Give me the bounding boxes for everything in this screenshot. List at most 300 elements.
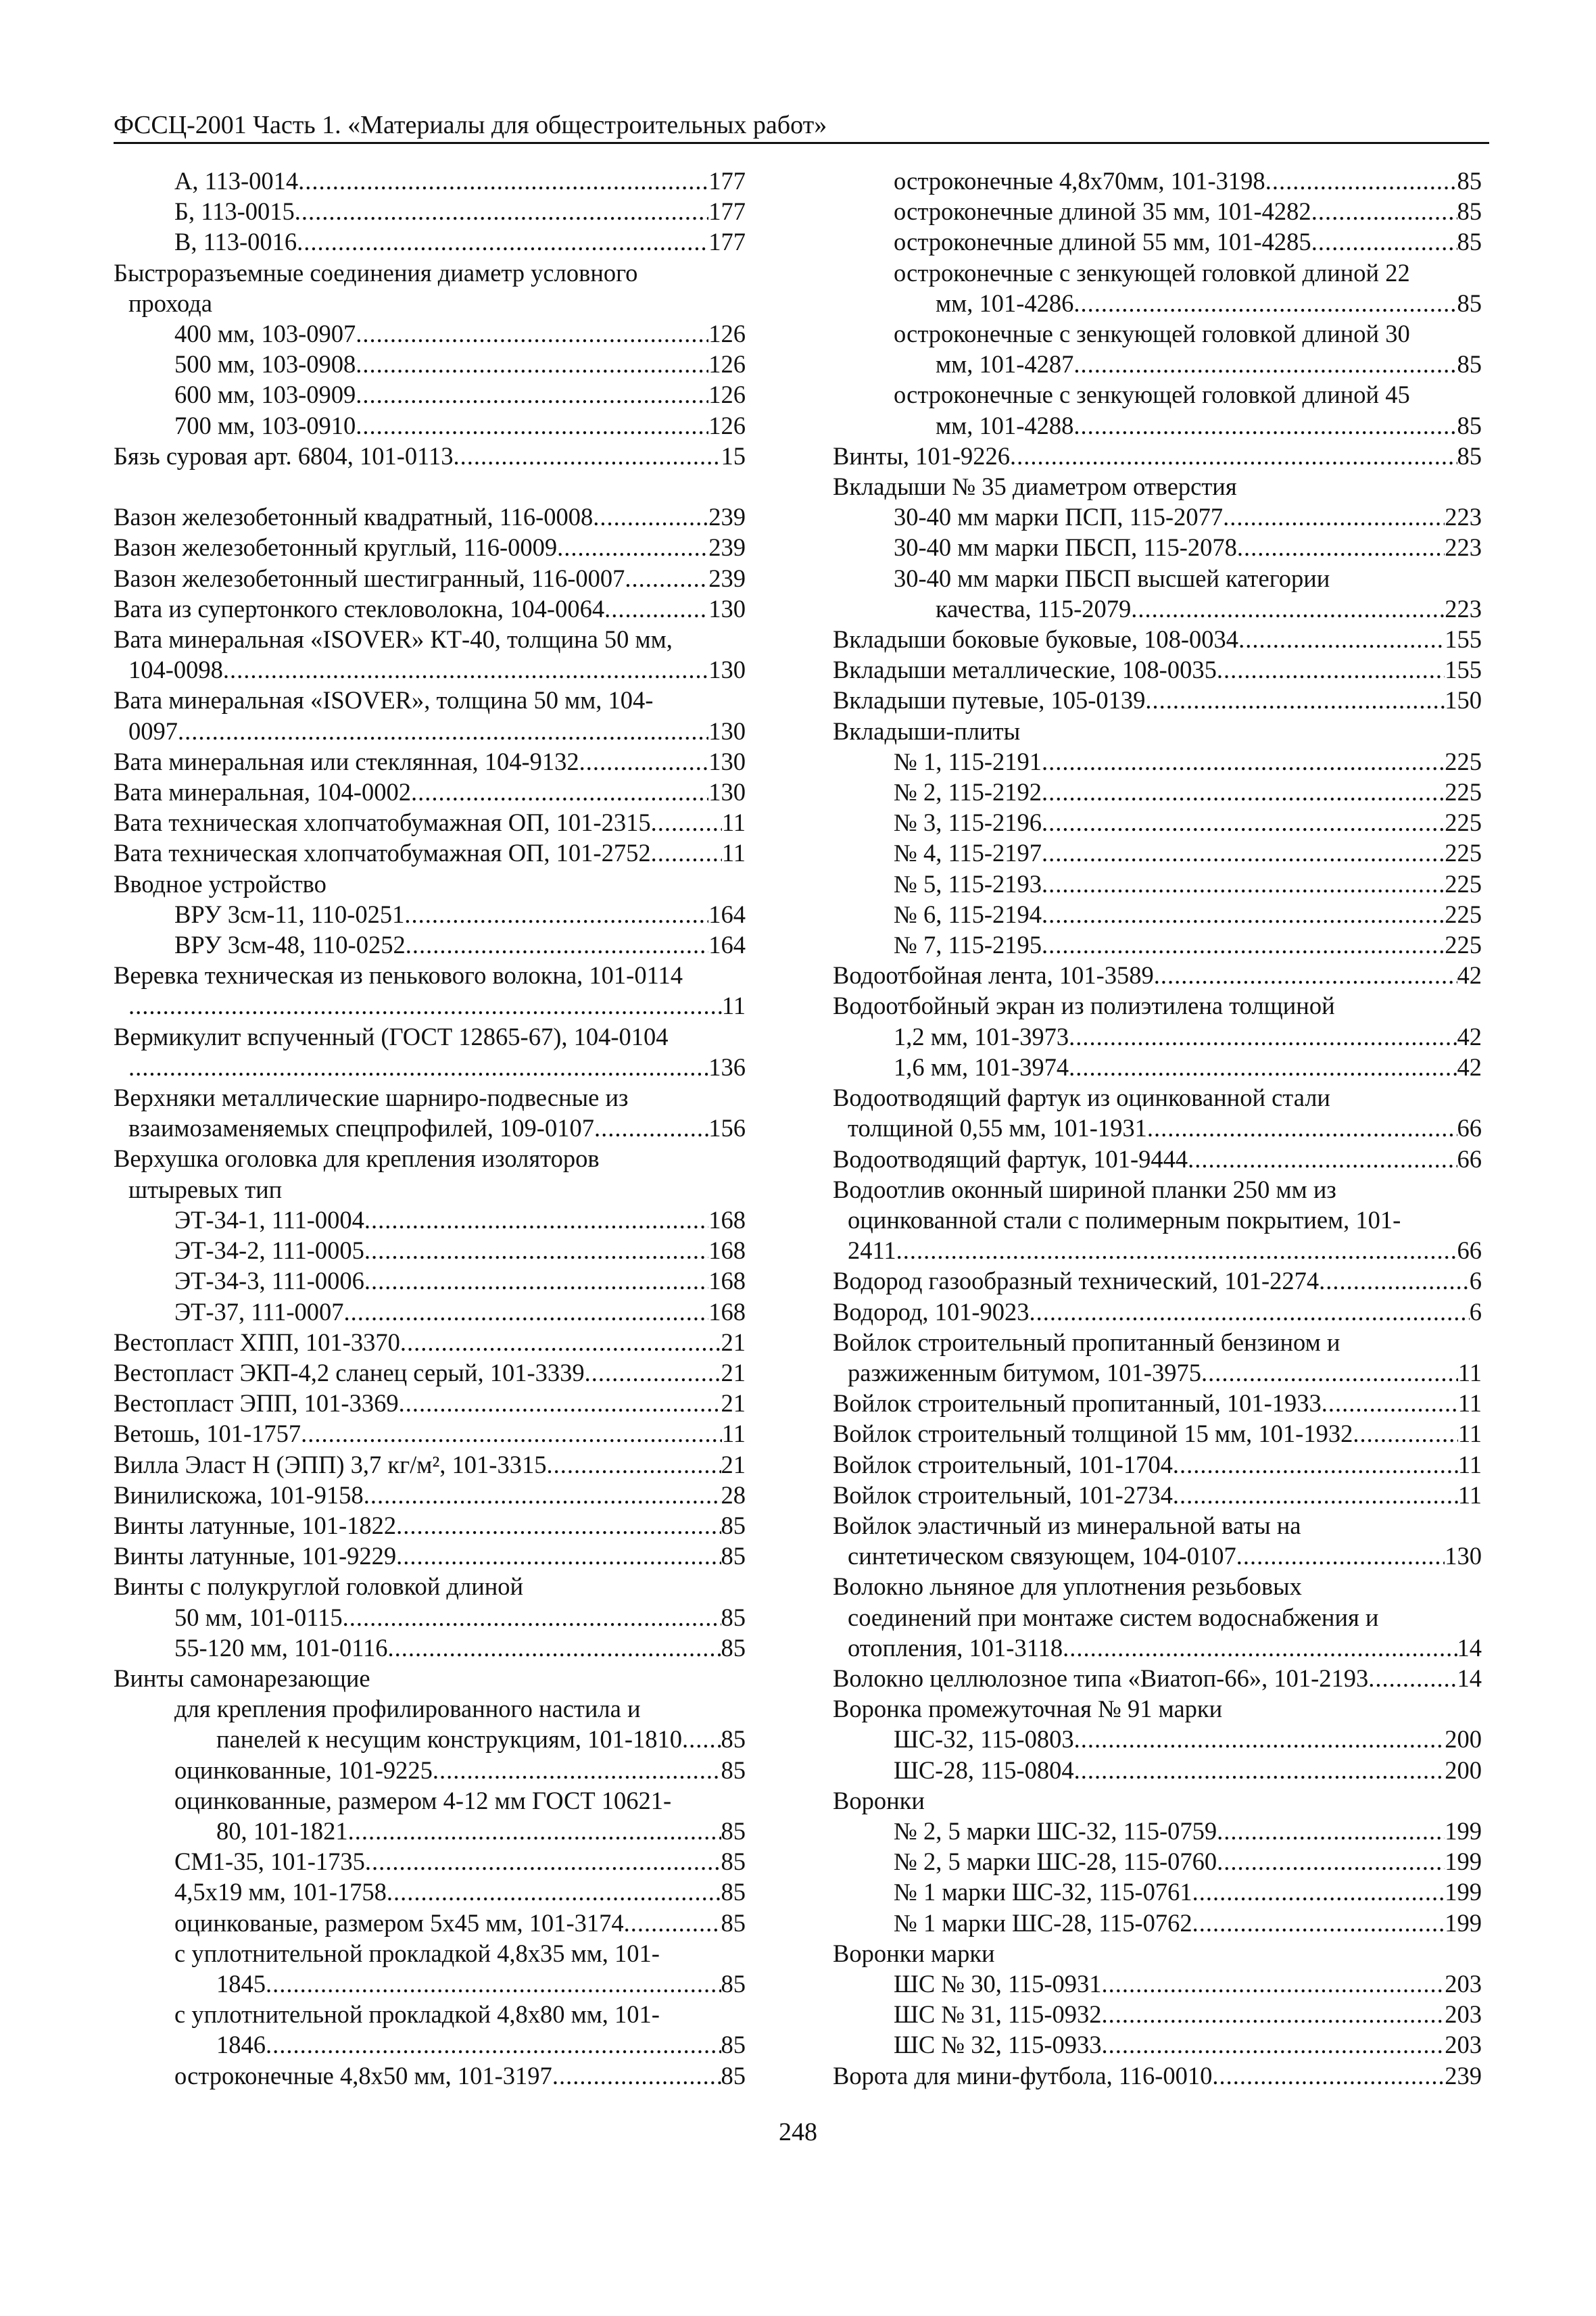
entry-text: Вата из супертонкого стекловолокна, 104-0064 <box>114 594 605 623</box>
entry-text: взаимозаменяемых спецпрофилей, 109-0107 <box>128 1114 594 1142</box>
entry-text: Вата минеральная «ISOVER» КТ-40, толщина 50 мм, <box>114 625 673 654</box>
index-entry <box>833 1082 1482 1143</box>
dot-leader <box>364 1265 708 1296</box>
page-ref: 177 <box>708 167 746 195</box>
dot-leader <box>1063 1633 1457 1663</box>
entry-text: 600 мм, 103-0909 <box>174 381 356 409</box>
page-ref: 11 <box>1457 1480 1482 1509</box>
dot-leader <box>651 807 722 838</box>
entry-text: Винты с полукруглой головкой длиной <box>114 1572 524 1601</box>
page-ref: 130 <box>708 717 746 745</box>
dot-leader <box>364 1235 708 1265</box>
index-entry <box>833 1297 1482 1327</box>
entry-text: Волокно целлюлозное типа «Виатоп-66», 101-2193 <box>833 1664 1369 1692</box>
entry-text: Водоотводящий фартук из оцинкованной стали <box>833 1084 1330 1112</box>
dot-leader <box>682 1724 721 1754</box>
dot-leader <box>356 318 708 349</box>
dot-leader <box>1042 807 1445 838</box>
dot-leader <box>128 990 722 1021</box>
entry-text: синтетическом связующем, 104-0107 <box>848 1542 1236 1570</box>
dot-leader <box>651 838 722 868</box>
page-ref: 225 <box>1445 809 1482 837</box>
page-ref: 85 <box>721 1908 746 1937</box>
page-ref: 199 <box>1445 1848 1482 1876</box>
entry-text: остроконечные с зенкующей головкой длиной 45 <box>894 381 1410 409</box>
index-entry <box>833 1969 1482 1999</box>
dot-leader <box>266 2029 721 2060</box>
dot-leader <box>1217 654 1445 685</box>
index-entry <box>114 899 746 930</box>
index-entry <box>833 1052 1482 1082</box>
dot-leader <box>344 1297 709 1327</box>
dot-leader <box>1069 1021 1457 1052</box>
entry-text: Винты, 101-9226 <box>833 441 1011 470</box>
dot-leader <box>1073 349 1457 379</box>
entry-text: Водород газообразный технический, 101-2274 <box>833 1267 1320 1295</box>
page-ref: 225 <box>1445 747 1482 775</box>
index-entry <box>833 1724 1482 1754</box>
dot-leader <box>1042 899 1445 930</box>
entry-text: 0097 <box>128 717 178 745</box>
index-entry <box>114 318 746 349</box>
entry-text: 30-40 мм марки ПБСП высшей категории <box>894 564 1330 592</box>
page-ref: 130 <box>1445 1542 1482 1570</box>
page-ref: 42 <box>1457 1022 1482 1051</box>
dot-leader <box>365 1846 721 1877</box>
page-ref: 85 <box>721 1756 746 1784</box>
dot-leader <box>348 1816 721 1846</box>
entry-text: ШС № 31, 115-0932 <box>894 2000 1102 2029</box>
dot-leader <box>223 654 708 685</box>
dot-leader <box>557 532 708 562</box>
dot-leader <box>1201 1357 1458 1388</box>
entry-text: отопления, 101-3118 <box>848 1633 1063 1662</box>
index-entry <box>114 226 746 257</box>
index-entry <box>114 532 746 562</box>
index-entry <box>833 1663 1482 1693</box>
index-entry <box>833 258 1482 318</box>
index-entry <box>114 349 746 379</box>
page-ref: 85 <box>721 1633 746 1662</box>
entry-text: Вата техническая хлопчатобумажная ОП, 101-2315 <box>114 809 651 837</box>
page-ref: 28 <box>721 1480 746 1509</box>
dot-leader <box>400 1327 721 1357</box>
page-ref: 199 <box>1445 1908 1482 1937</box>
entry-text: Вестопласт ХПП, 101-3370 <box>114 1328 400 1356</box>
page-ref: 15 <box>721 441 746 470</box>
dot-leader <box>1042 746 1445 777</box>
dot-leader <box>1073 288 1457 318</box>
page-ref: 11 <box>1457 1420 1482 1448</box>
index-entry <box>833 318 1482 379</box>
index-entry <box>833 1265 1482 1296</box>
dot-leader <box>297 226 708 257</box>
index-entry <box>833 1877 1482 1907</box>
index-entry <box>114 1265 746 1296</box>
index-entry <box>114 1143 746 1204</box>
entry-text: Вата минеральная «ISOVER», толщина 50 мм, 104- <box>114 686 654 715</box>
entry-text: 80, 101-1821 <box>216 1816 348 1845</box>
index-entry <box>114 2060 746 2091</box>
dot-leader <box>406 930 709 960</box>
index-entry <box>114 746 746 777</box>
index-entry <box>833 716 1482 746</box>
dot-leader <box>295 196 708 226</box>
page-ref: 85 <box>1457 197 1482 226</box>
index-entry <box>114 1602 746 1633</box>
entry-text: остроконечные с зенкующей головкой длиной 30 <box>894 320 1410 348</box>
page-ref: 203 <box>1445 1969 1482 1998</box>
index-entry <box>114 379 746 410</box>
index-entry <box>833 838 1482 868</box>
index-entry <box>833 899 1482 930</box>
page-ref: 150 <box>1445 686 1482 715</box>
entry-text: 500 мм, 103-0908 <box>174 350 356 379</box>
page-ref: 21 <box>721 1450 746 1478</box>
page-ref: 14 <box>1457 1664 1482 1692</box>
index-entry <box>114 196 746 226</box>
page-ref: 42 <box>1457 961 1482 990</box>
index-entry <box>833 1449 1482 1480</box>
index-entry <box>114 563 746 594</box>
entry-text: Винты латунные, 101-1822 <box>114 1511 397 1539</box>
running-header: ФССЦ-2001 Часть 1. «Материалы для общестроительных работ» <box>114 111 827 139</box>
entry-text: Вата минеральная, 104-0002 <box>114 778 411 806</box>
entry-text: остроконечные 4,8х70мм, 101-3198 <box>894 167 1265 195</box>
index-entry <box>114 1877 746 1907</box>
entry-text: Воронки марки <box>833 1939 995 1967</box>
index-entry <box>114 1571 746 1601</box>
entry-text: № 1, 115-2191 <box>894 747 1042 775</box>
index-entry <box>114 1755 746 1785</box>
index-entry <box>833 930 1482 960</box>
dot-leader <box>356 410 708 441</box>
index-entry <box>114 502 746 532</box>
dot-leader <box>593 502 708 532</box>
dot-leader <box>1236 1541 1445 1571</box>
page-ref: 66 <box>1457 1236 1482 1265</box>
dot-leader <box>585 1357 721 1388</box>
index-entry <box>833 807 1482 838</box>
entry-text: Водоотводящий фартук, 101-9444 <box>833 1144 1188 1173</box>
index-entry <box>114 1938 746 1999</box>
page-number: 248 <box>779 2118 817 2146</box>
index-entry <box>833 1785 1482 1816</box>
entry-text: Вводное устройство <box>114 869 327 898</box>
page-ref: 42 <box>1457 1053 1482 1081</box>
page-ref: 126 <box>708 411 746 439</box>
page-ref: 85 <box>721 1511 746 1539</box>
entry-text: 400 мм, 103-0907 <box>174 320 356 348</box>
page-ref: 6 <box>1469 1267 1482 1295</box>
entry-text: 2411 <box>848 1236 896 1265</box>
index-entry <box>833 1693 1482 1724</box>
dot-leader <box>396 1510 721 1541</box>
index-entry <box>833 1755 1482 1785</box>
dot-leader <box>1074 1724 1445 1754</box>
index-entry <box>833 1418 1482 1449</box>
entry-text: Винилискожа, 101-9158 <box>114 1480 364 1509</box>
dot-leader <box>1319 1265 1470 1296</box>
dot-leader <box>1074 1755 1445 1785</box>
dot-leader <box>411 777 708 807</box>
index-entry <box>833 1999 1482 2029</box>
dot-leader <box>1311 226 1457 257</box>
dot-leader <box>1030 1297 1470 1327</box>
entry-text: с уплотнительной прокладкой 4,8х35 мм, 101- <box>174 1939 660 1967</box>
page-ref: 14 <box>1457 1633 1482 1662</box>
entry-text: № 2, 115-2192 <box>894 778 1042 806</box>
dot-leader <box>1353 1418 1458 1449</box>
entry-text: ШС № 32, 115-0933 <box>894 2031 1102 2059</box>
page-ref: 85 <box>721 2031 746 2059</box>
dot-leader <box>1042 838 1445 868</box>
index-entry <box>833 471 1482 502</box>
entry-text: 55-120 мм, 101-0116 <box>174 1633 388 1662</box>
page-ref: 136 <box>708 1053 746 1081</box>
entry-text: Вермикулит вспученный (ГОСТ 12865-67), 104-0104 <box>114 1022 669 1051</box>
entry-text: оцинкованные, 101-9225 <box>174 1756 433 1784</box>
dot-leader <box>364 1205 708 1235</box>
entry-text: Водоотбойная лента, 101-3589 <box>833 961 1154 990</box>
page-ref: 130 <box>708 594 746 623</box>
page-ref: 239 <box>708 564 746 592</box>
dot-leader <box>1069 1052 1457 1082</box>
page-ref: 85 <box>721 1816 746 1845</box>
index-entry <box>114 624 746 685</box>
index-entry <box>114 1418 746 1449</box>
entry-text: мм, 101-4288 <box>936 411 1074 439</box>
dot-leader <box>1173 1480 1458 1510</box>
index-entry <box>114 1327 746 1357</box>
entry-text: ВРУ 3см-11, 110-0251 <box>174 900 405 928</box>
dot-leader <box>1145 685 1445 715</box>
entry-text: остроконечные длиной 55 мм, 101-4285 <box>894 228 1311 256</box>
entry-text: Войлок строительный толщиной 15 мм, 101-1932 <box>833 1420 1353 1448</box>
entry-text: № 6, 115-2194 <box>894 900 1042 928</box>
dot-leader <box>396 1541 721 1571</box>
page-ref: 85 <box>721 2061 746 2090</box>
entry-text: 1,6 мм, 101-3974 <box>894 1053 1069 1081</box>
entry-text: Вилла Эласт Н (ЭПП) 3,7 кг/м², 101-3315 <box>114 1450 547 1478</box>
page-ref: 203 <box>1445 2031 1482 2059</box>
entry-text: Винты самонарезающие <box>114 1664 370 1692</box>
entry-text: № 3, 115-2196 <box>894 809 1042 837</box>
page-ref: 11 <box>721 992 746 1020</box>
page-ref: 225 <box>1445 931 1482 959</box>
page-ref: 85 <box>721 1969 746 1998</box>
dot-leader <box>1173 1449 1458 1480</box>
page-ref: 21 <box>721 1328 746 1356</box>
entry-text: штыревых тип <box>128 1175 283 1203</box>
entry-text: А, 113-0014 <box>174 167 299 195</box>
entry-text: 50 мм, 101-0115 <box>174 1603 343 1631</box>
dot-leader <box>1212 2060 1445 2091</box>
index-entry <box>833 685 1482 715</box>
entry-text: мм, 101-4287 <box>936 350 1074 379</box>
entry-text: Быстроразъемные соединения диаметр условного <box>114 258 638 287</box>
index-entry <box>833 1846 1482 1877</box>
entry-text: Волокно льняное для уплотнения резьбовых <box>833 1572 1302 1601</box>
entry-text: № 1 марки ШС-32, 115-0761 <box>894 1878 1192 1906</box>
page-ref: 225 <box>1445 900 1482 928</box>
entry-text: оцинкованые, размером 5х45 мм, 101-3174 <box>174 1908 624 1937</box>
dot-leader <box>1237 532 1445 562</box>
entry-text: Водоотбойный экран из полиэтилена толщиной <box>833 992 1335 1020</box>
entry-text: № 2, 5 марки ШС-32, 115-0759 <box>894 1816 1217 1845</box>
index-column-left <box>114 166 746 2091</box>
page-ref: 11 <box>721 809 746 837</box>
index-entry <box>114 1541 746 1571</box>
entry-text: № 2, 5 марки ШС-28, 115-0760 <box>894 1848 1217 1876</box>
index-column-right <box>833 166 1482 2091</box>
index-entry <box>114 1449 746 1480</box>
index-entry <box>833 746 1482 777</box>
page-ref: 130 <box>708 747 746 775</box>
page-ref: 21 <box>721 1358 746 1386</box>
entry-text: 104-0098 <box>128 656 223 684</box>
index-entry <box>114 930 746 960</box>
dot-leader <box>399 1388 721 1418</box>
page-ref: 225 <box>1445 778 1482 806</box>
page-ref: 66 <box>1457 1114 1482 1142</box>
page-ref: 85 <box>1457 350 1482 379</box>
page-ref: 85 <box>1457 441 1482 470</box>
page-ref: 85 <box>1457 289 1482 317</box>
entry-text: Войлок эластичный из минеральной ваты на <box>833 1511 1301 1539</box>
dot-leader <box>896 1235 1457 1265</box>
page-ref: 85 <box>1457 411 1482 439</box>
index-entry <box>114 1663 746 1693</box>
entry-text: Вкладыши металлические, 108-0035 <box>833 656 1217 684</box>
page-ref: 239 <box>708 533 746 562</box>
index-entry <box>833 1327 1482 1388</box>
entry-text: Войлок строительный, 101-2734 <box>833 1480 1173 1509</box>
page-ref: 164 <box>708 931 746 959</box>
index-entry <box>833 1938 1482 1969</box>
page-ref: 203 <box>1445 2000 1482 2029</box>
dot-leader <box>298 166 708 196</box>
page-ref: 85 <box>721 1542 746 1570</box>
page-ref: 11 <box>1457 1389 1482 1418</box>
dot-leader <box>1102 2029 1445 2060</box>
entry-text: Войлок строительный пропитанный бензином и <box>833 1328 1340 1356</box>
index-entry <box>833 960 1482 990</box>
dot-leader <box>1192 1908 1445 1938</box>
index-entry <box>833 1480 1482 1510</box>
index-entry <box>833 1388 1482 1418</box>
entry-text: 1,2 мм, 101-3973 <box>894 1022 1069 1051</box>
dot-leader <box>1131 594 1445 624</box>
page-ref: 66 <box>1457 1144 1482 1173</box>
dot-leader <box>1042 869 1445 899</box>
page-ref: 223 <box>1445 503 1482 531</box>
page-ref: 85 <box>1457 167 1482 195</box>
index-entry <box>114 1297 746 1327</box>
entry-text: Воронки <box>833 1786 925 1814</box>
entry-text: В, 113-0016 <box>174 228 297 256</box>
entry-text: ШС-28, 115-0804 <box>894 1756 1074 1784</box>
dot-leader <box>1368 1663 1457 1693</box>
dot-leader <box>1073 410 1457 441</box>
entry-text: качества, 115-2079 <box>936 594 1132 623</box>
index-entry <box>833 1908 1482 1938</box>
index-entry <box>114 1999 746 2060</box>
entry-text: для крепления профилированного настила и <box>174 1695 641 1723</box>
page-ref: 177 <box>708 228 746 256</box>
page-ref: 223 <box>1445 533 1482 562</box>
index-entry <box>114 1082 746 1143</box>
dot-leader <box>1102 1969 1445 1999</box>
index-entry <box>833 654 1482 685</box>
entry-text: соединений при монтаже систем водоснабжения и <box>848 1603 1379 1631</box>
dot-leader <box>433 1755 721 1785</box>
index-entry <box>114 410 746 441</box>
page-ref: 21 <box>721 1389 746 1418</box>
dot-leader <box>356 379 708 410</box>
page-ref: 155 <box>1445 625 1482 654</box>
index-entry <box>114 807 746 838</box>
index-entry <box>833 2029 1482 2060</box>
entry-text: 30-40 мм марки ПБСП, 115-2078 <box>894 533 1237 562</box>
dot-leader <box>266 1969 721 1999</box>
index-entry <box>833 869 1482 899</box>
index-entry <box>114 1480 746 1510</box>
dot-leader <box>1102 1999 1445 2029</box>
dot-leader <box>1010 441 1457 471</box>
page-ref: 177 <box>708 197 746 226</box>
dot-leader <box>1154 960 1457 990</box>
entry-text: ШС-32, 115-0803 <box>894 1725 1074 1754</box>
entry-text: ЭТ-34-3, 111-0006 <box>174 1267 364 1295</box>
page-ref: 85 <box>1457 228 1482 256</box>
section-gap <box>114 471 746 502</box>
dot-leader <box>1217 1846 1445 1877</box>
page-ref: 168 <box>708 1267 746 1295</box>
index-entry <box>114 1693 746 1754</box>
entry-text: Вкладыши путевые, 105-0139 <box>833 686 1146 715</box>
index-entry <box>114 1846 746 1877</box>
entry-text: Веревка техническая из пенькового волокна, 101-0114 <box>114 961 683 990</box>
dot-leader <box>1192 1877 1445 1907</box>
index-entry <box>114 1235 746 1265</box>
header-rule <box>114 142 1489 144</box>
dot-leader <box>1188 1144 1457 1174</box>
index-entry <box>833 624 1482 654</box>
index-entry <box>114 960 746 1021</box>
dot-leader <box>594 1113 708 1143</box>
index-entry <box>833 563 1482 624</box>
entry-text: Вазон железобетонный квадратный, 116-0008 <box>114 503 594 531</box>
entry-text: 700 мм, 103-0910 <box>174 411 356 439</box>
entry-text: Вестопласт ЭПП, 101-3369 <box>114 1389 399 1418</box>
dot-leader <box>579 746 709 777</box>
entry-text: 30-40 мм марки ПСП, 115-2077 <box>894 503 1224 531</box>
page-ref: 130 <box>708 656 746 684</box>
dot-leader <box>1217 1816 1445 1846</box>
index-entry <box>114 441 746 471</box>
page-ref: 126 <box>708 350 746 379</box>
index-entry <box>114 1785 746 1846</box>
index-entry <box>114 869 746 899</box>
index-entry <box>114 1021 746 1082</box>
dot-leader <box>387 1877 721 1907</box>
dot-leader <box>388 1633 721 1663</box>
entry-text: 4,5х19 мм, 101-1758 <box>174 1878 387 1906</box>
dot-leader <box>624 1908 721 1938</box>
entry-text: Воронка промежуточная № 91 марки <box>833 1695 1223 1723</box>
entry-text: СМ1-35, 101-1735 <box>174 1848 365 1876</box>
